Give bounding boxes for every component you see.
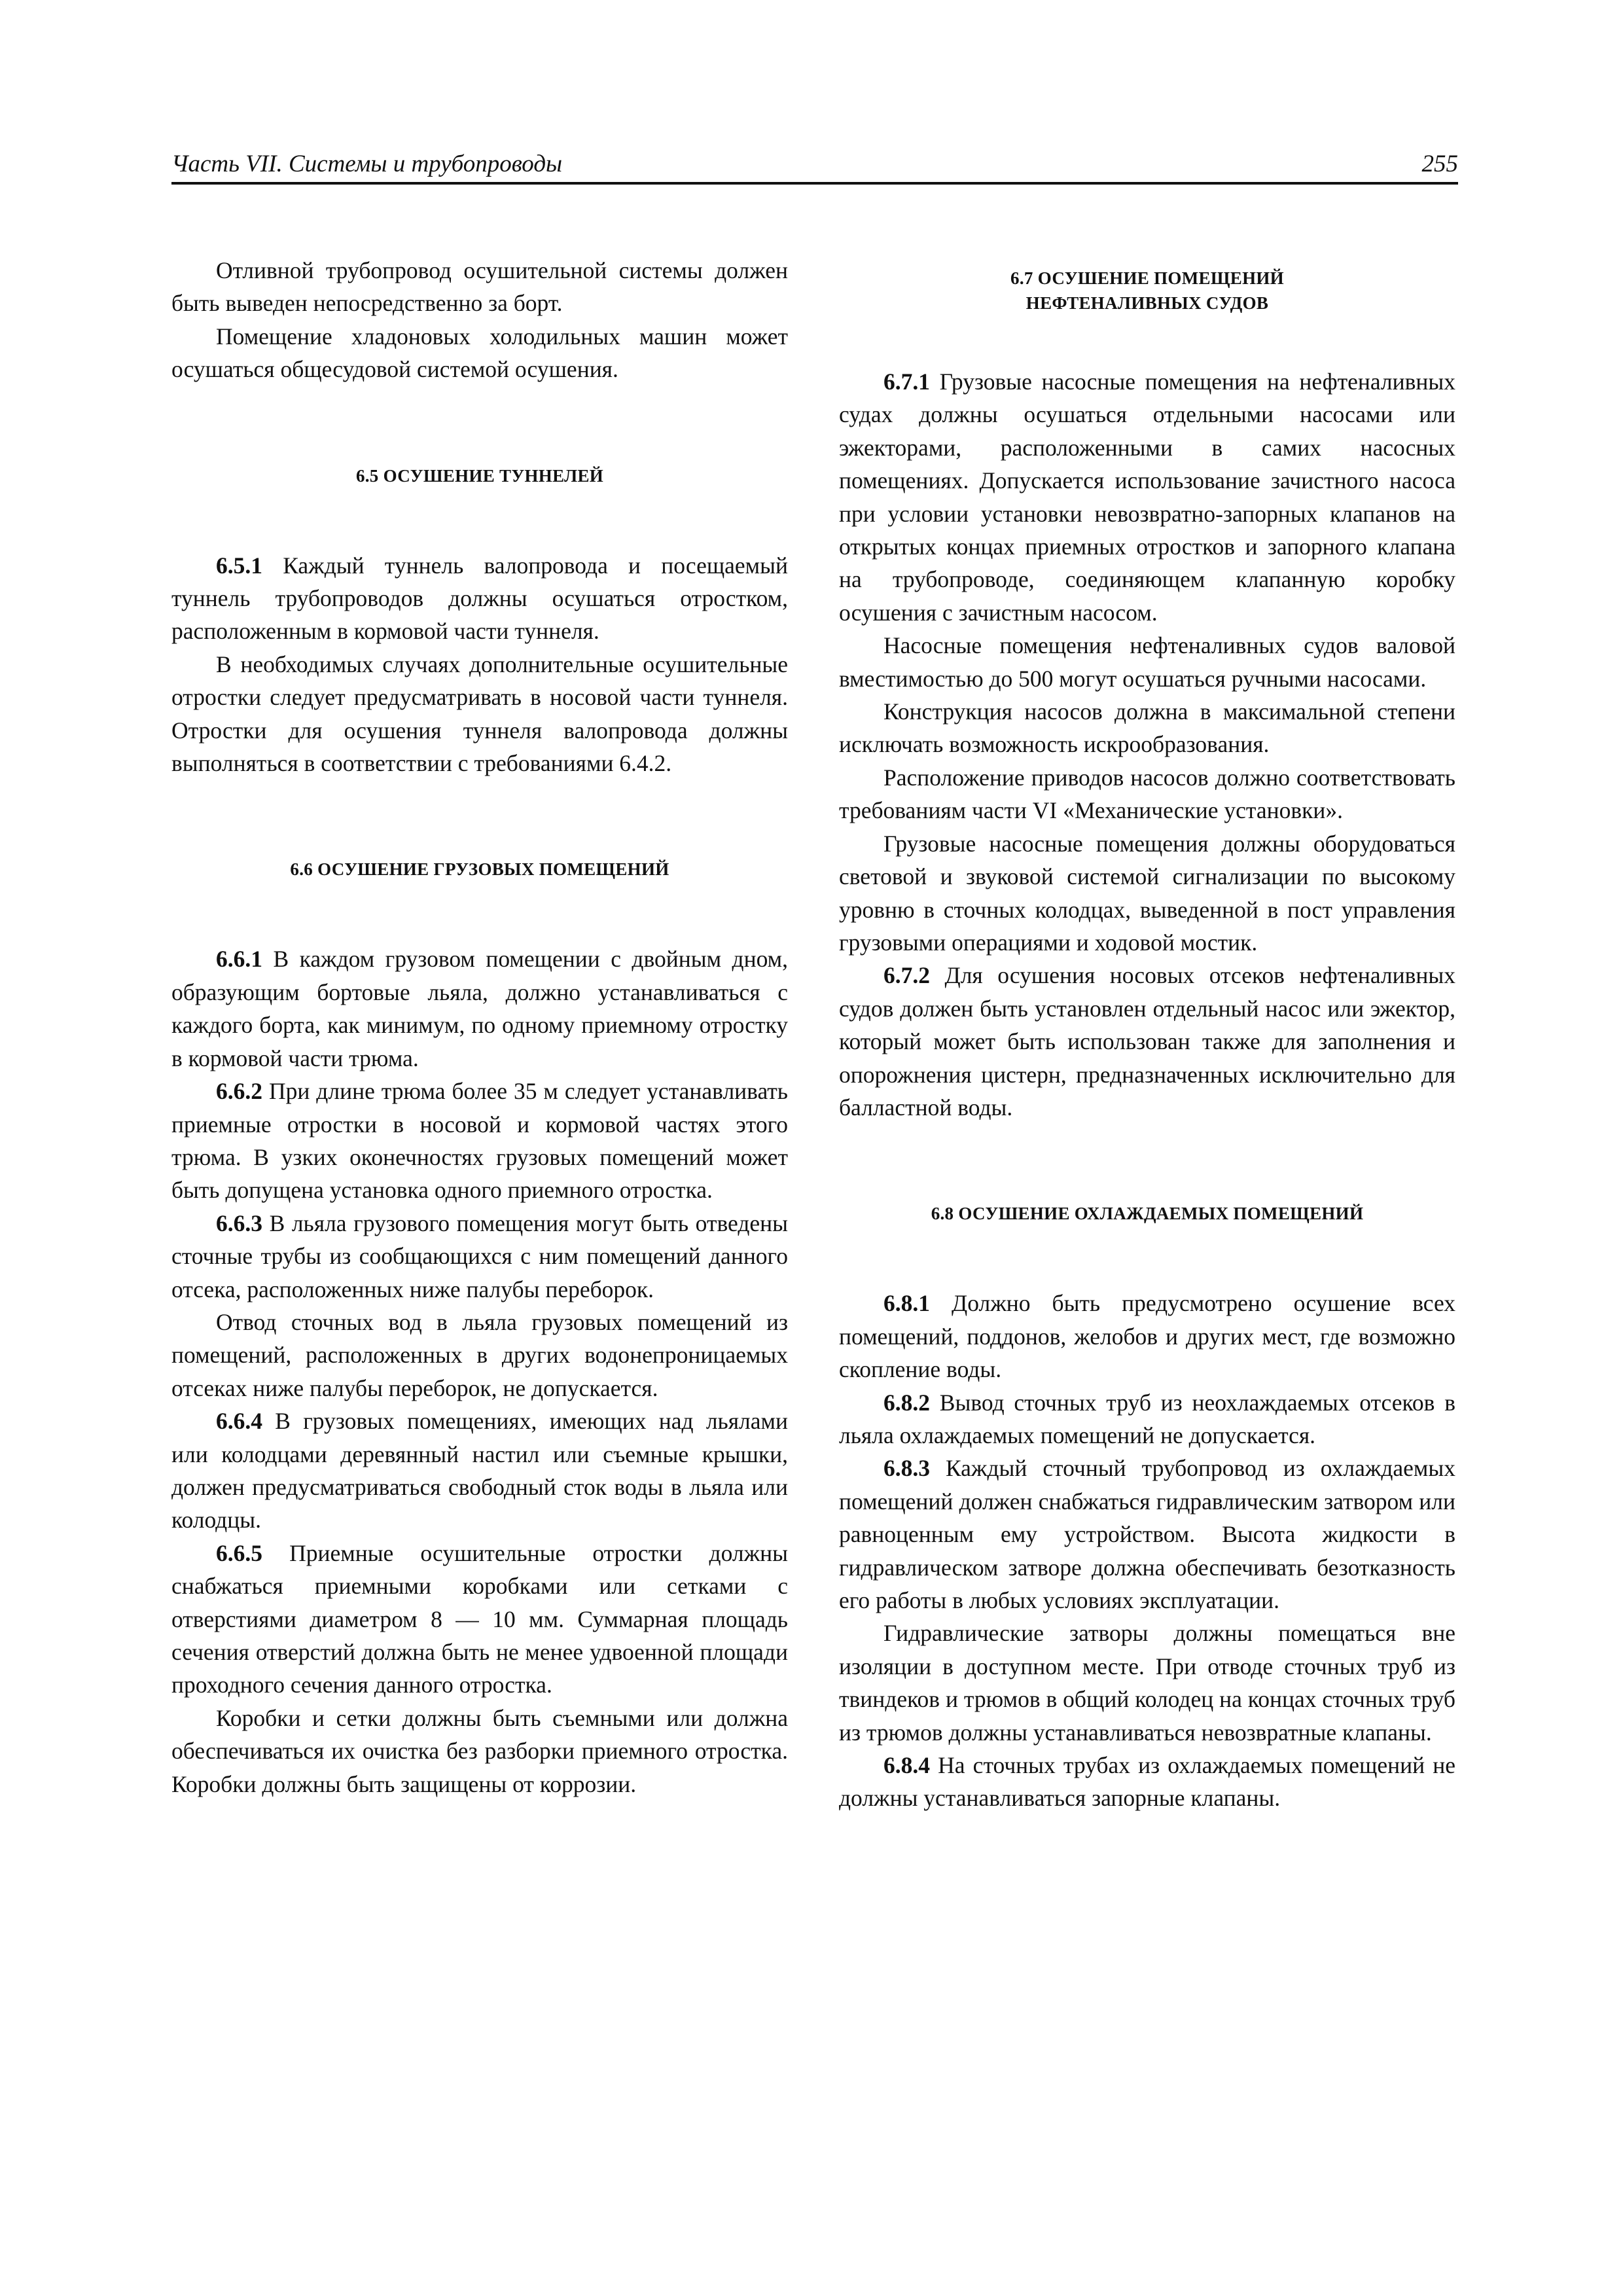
paragraph-6-7-2 bbox=[839, 959, 1455, 1124]
clause-number: 6.5.1 bbox=[216, 552, 262, 579]
paragraph-6-6-5 bbox=[171, 1537, 788, 1702]
section-heading-6-5: 6.5 ОСУШЕНИЕ ТУННЕЛЕЙ bbox=[355, 465, 604, 486]
clause-text: Каждый сточный трубопровод из охлаждаемых помещений должен снабжаться гидравлическим затвором или равноценным ему устройством. Высота жидкости в гидравлическом затворе должна обеспечивать безотказность его работы в любых условиях эксплуатации. bbox=[839, 1455, 1455, 1613]
clause-number: 6.6.4 bbox=[216, 1408, 262, 1435]
paragraph: Коробки и сетки должны быть съемными или должна обеспечиваться их очистка без разборки приемного отростка. Коробки должны быть защищены от коррозии. bbox=[171, 1704, 788, 1797]
clause-text: На сточных трубах из охлаждаемых помещений не должны устанавливаться запорные клапаны. bbox=[839, 1752, 1455, 1812]
clause-text: В грузовых помещениях, имеющих над льялами или колодцами деревянный настил или съемные крышки, должен предусматриваться свободный сток воды в льяла или колодцы. bbox=[171, 1408, 788, 1534]
clause-text: Грузовые насосные помещения на нефтеналивных судах должны осушаться отдельными насосами или эжекторами, расположенными в самих насосных помещениях. Допускается использование зачистного насоса при условии установки невозвратно-запорных клапанов на открытых концах приемных отростков и запорного клапана на трубопроводе, соединяющем клапанную коробку осушения с зачистным насосом. bbox=[839, 368, 1455, 626]
running-header-title: Часть VII. Системы и трубопроводы bbox=[171, 151, 563, 177]
page-number: 255 bbox=[1421, 151, 1458, 177]
paragraph: Помещение хладоновых холодильных машин может осушаться общесудовой системой осушения. bbox=[171, 323, 788, 383]
clause-text: Для осушения носовых отсеков нефтеналивных судов должен быть установлен отдельный насос или эжектор, который может быть использован также для заполнения и опорожнения цистерн, предназначенных исключительно для балластной воды. bbox=[839, 962, 1455, 1121]
paragraph-6-6-2 bbox=[171, 1075, 788, 1207]
left-column bbox=[171, 254, 788, 1801]
clause-number: 6.6.3 bbox=[216, 1210, 262, 1236]
clause-text: Приемные осушительные отростки должны снабжаться приемными коробками или сетками с отверстиями диаметром 8 — 10 мм. Суммарная площадь сечения отверстий должна быть не менее удвоенной площади проходного сечения данного отростка. bbox=[171, 1539, 788, 1698]
paragraph-6-6-3 bbox=[171, 1207, 788, 1306]
paragraph: В необходимых случаях дополнительные осушительные отростки следует предусматривать в носовой части туннеля. Отростки для осушения туннеля валопровода должны выполняться в соответствии с требованиями 6.4.2. bbox=[171, 651, 788, 777]
paragraph-6-6-1 bbox=[171, 942, 788, 1075]
paragraph-6-7-1 bbox=[839, 365, 1455, 629]
clause-number: 6.7.2 bbox=[883, 962, 930, 989]
right-column bbox=[839, 254, 1455, 1815]
paragraph-6-8-4 bbox=[839, 1749, 1455, 1815]
clause-number: 6.8.4 bbox=[883, 1752, 930, 1779]
clause-number: 6.6.1 bbox=[216, 946, 262, 973]
paragraph: Отливной трубопровод осушительной системы должен быть выведен непосредственно за борт. bbox=[171, 257, 788, 317]
running-header bbox=[171, 143, 1458, 185]
clause-number: 6.6.5 bbox=[216, 1539, 262, 1566]
paragraph: Насосные помещения нефтеналивных судов валовой вместимостью до 500 могут осушаться ручными насосами. bbox=[839, 632, 1455, 692]
clause-number: 6.8.2 bbox=[883, 1389, 930, 1416]
paragraph: Отвод сточных вод в льяла грузовых помещений из помещений, расположенных в других водонепроницаемых отсеках ниже палубы переборок, не допускается. bbox=[171, 1308, 788, 1401]
section-heading-6-6: 6.6 ОСУШЕНИЕ ГРУЗОВЫХ ПОМЕЩЕНИЙ bbox=[290, 859, 669, 880]
clause-text: В льяла грузового помещения могут быть отведены сточные трубы из сообщающихся с ним помещений данного отсека, расположенных ниже палубы переборок. bbox=[171, 1210, 788, 1302]
paragraph-6-6-4 bbox=[171, 1405, 788, 1537]
clause-text: Должно быть предусмотрено осушение всех помещений, поддонов, желобов и других мест, где возможно скопление воды. bbox=[839, 1290, 1455, 1383]
clause-text: Вывод сточных труб из неохлаждаемых отсеков в льяла охлаждаемых помещений не допускается. bbox=[839, 1389, 1455, 1448]
clause-text: При длине трюма более 35 м следует устанавливать приемные отростки в носовой и кормовой частях этого трюма. В узких оконечностях грузовых помещений может быть допущена установка одного приемного отростка. bbox=[171, 1078, 788, 1204]
clause-number: 6.8.1 bbox=[883, 1290, 930, 1317]
paragraph: Гидравлические затворы должны помещаться вне изоляции в доступном месте. При отводе сточных труб из твиндеков и трюмов в общий колодец на концах сточных труб из трюмов должны устанавливаться невозвратные клапаны. bbox=[839, 1620, 1455, 1746]
section-heading-6-7: 6.7 ОСУШЕНИЕ ПОМЕЩЕНИЙ НЕФТЕНАЛИВНЫХ СУДОВ bbox=[1010, 268, 1284, 313]
section-heading-6-8: 6.8 ОСУШЕНИЕ ОХЛАЖДАЕМЫХ ПОМЕЩЕНИЙ bbox=[931, 1204, 1364, 1224]
paragraph-6-8-3 bbox=[839, 1452, 1455, 1617]
paragraph: Грузовые насосные помещения должны оборудоваться световой и звуковой системой сигнализации по высокому уровню в сточных колодцах, выведенной в пост управления грузовыми операциями и ходовой мостик. bbox=[839, 830, 1455, 956]
paragraph-6-8-1 bbox=[839, 1287, 1455, 1386]
clause-text: В каждом грузовом помещении с двойным дном, образующим бортовые льяла, должно устанавливаться с каждого борта, как минимум, по одному приемному отростку в кормовой части трюма. bbox=[171, 946, 788, 1071]
paragraph: Конструкция насосов должна в максимальной степени исключать возможность искрообразования. bbox=[839, 698, 1455, 758]
clause-number: 6.6.2 bbox=[216, 1078, 262, 1105]
clause-number: 6.7.1 bbox=[883, 368, 930, 395]
clause-text: Каждый туннель валопровода и посещаемый туннель трубопроводов должны осушаться отростком, расположенным в кормовой части туннеля. bbox=[171, 552, 788, 645]
paragraph-6-8-2 bbox=[839, 1386, 1455, 1452]
paragraph: Расположение приводов насосов должно соответствовать требованиям части VI «Механические установки». bbox=[839, 764, 1455, 824]
paragraph-6-5-1 bbox=[171, 549, 788, 648]
clause-number: 6.8.3 bbox=[883, 1455, 930, 1482]
